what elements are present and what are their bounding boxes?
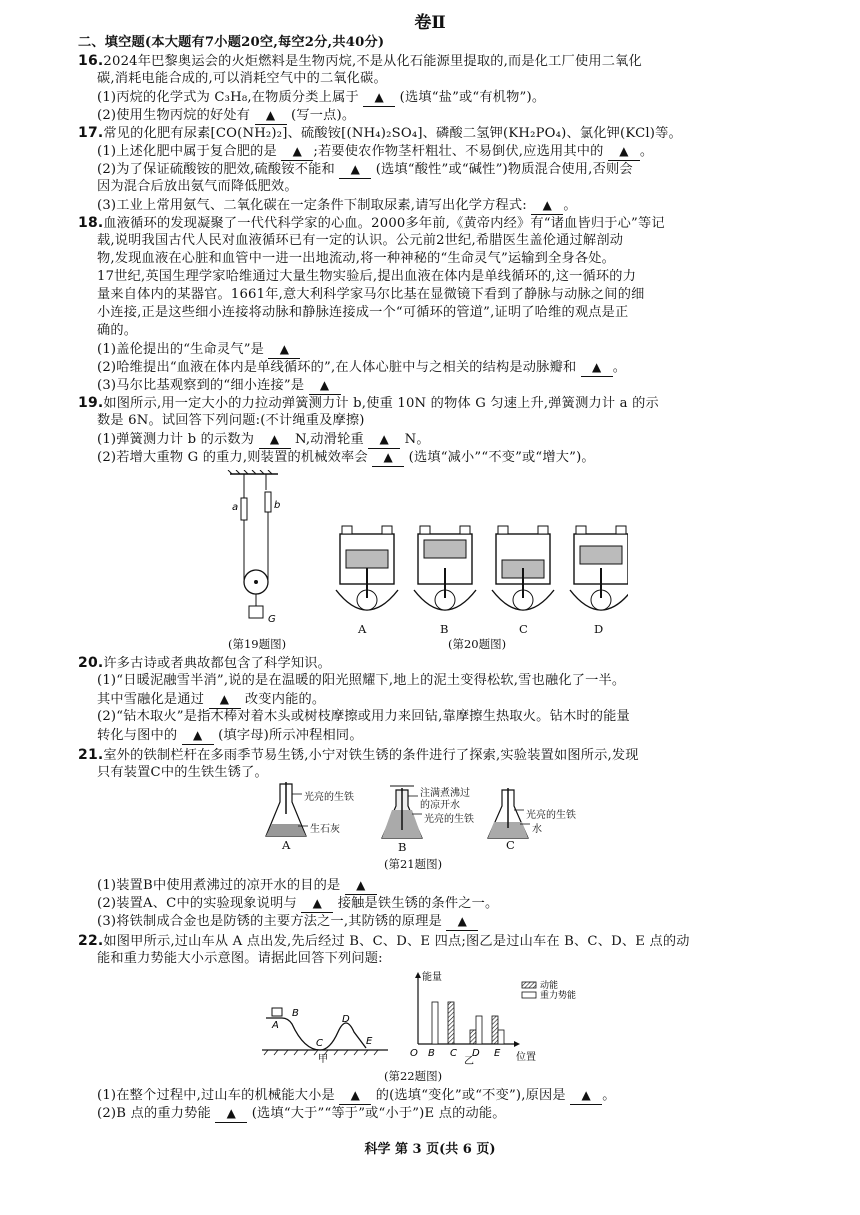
q16-part2: (2)使用生物丙烷的好处有 ▲ (写一点)。 [97,108,356,123]
q21-part2: (2)装置A、C中的实验现象说明与 ▲ 接触是铁生锈的条件之一。 [97,896,499,911]
energy-bar-chart [404,968,594,1066]
pulley-figure [222,470,292,630]
q17-part2-cont: 因为混合后放出氨气而降低肥效。 [97,179,298,194]
answer-blank[interactable]: ▲ [259,430,291,449]
label-c-iron: 光亮的生铁 [526,810,576,821]
answer-blank[interactable]: ▲ [446,912,478,931]
answer-blank[interactable]: ▲ [608,142,640,161]
flask-c [488,788,528,838]
q18-line4: 17世纪,英国生理学家哈维通过大量生物实验后,提出血液在体内是单线循环的,这一循环的力 [97,269,637,284]
answer-blank[interactable]: ▲ [345,876,377,895]
q20-part1-cont: 其中雪融化是通过 ▲ 改变内能的。 [97,692,326,707]
legend-kinetic: 动能 [540,981,559,991]
q18-part3: (3)马尔比基观察到的“细小连接”是 ▲ [97,376,341,395]
q20-line1: 20.许多古诗或者典故都包含了科学知识。 [78,655,331,671]
engine-label: C [519,622,528,636]
track-point-e: E [366,1036,373,1047]
answer-blank[interactable]: ▲ [363,88,395,107]
answer-blank[interactable]: ▲ [570,1086,602,1105]
q18-line5: 量来自体内的某器官。1661年,意大利科学家马尔比基在显微镜下看到了静脉与动脉之间的细 [97,287,645,302]
q18-line6: 小连接,正是这些细小连接将动脉和静脉连接成一个“可循环的管道”,证明了哈维的观点是正 [97,305,629,320]
bar-potential-B [432,1002,438,1044]
track-point-b: B [292,1008,299,1019]
answer-blank[interactable]: ▲ [268,340,300,359]
label-flask-c: C [506,838,515,852]
bar-potential-D [476,1016,482,1044]
answer-blank[interactable]: ▲ [209,690,241,709]
x-axis-label: 位置 [516,1052,536,1063]
bar-potential-E [498,1030,504,1044]
engine-strokes-figure [328,520,628,630]
q19-line2: 数是 6N。试回答下列问题:(不计绳重及摩擦) [97,413,365,428]
q20-part2-cont: 转化与图中的 ▲ (填字母)所示冲程相同。 [97,728,363,743]
fig22-caption: (第22题图) [384,1069,443,1083]
answer-blank[interactable]: ▲ [339,1086,371,1105]
q18-line3: 物,发现血液在心脏和血管中一进一出地流动,将一种神秘的“生命灵气”运输到全身各处。 [97,251,616,266]
track-point-c: C [316,1038,323,1049]
answer-blank[interactable]: ▲ [531,196,563,215]
q18-line7: 确的。 [97,323,138,338]
label-g: G [268,614,276,625]
x-tick-E: E [494,1048,501,1059]
q22-part2: (2)B 点的重力势能 ▲ (选填“大于”“等于”或“小于”)E 点的动能。 [97,1106,506,1121]
origin-label: O [410,1048,418,1059]
answer-blank[interactable]: ▲ [368,430,400,449]
q17-line1: 17.常见的化肥有尿素[CO(NH₂)₂]、硫酸铵[(NH₄)₂SO₄]、磷酸二氢钾(KH₂PO₄)、氯化钾(KCl)等。 [78,125,682,141]
answer-blank[interactable]: ▲ [182,726,214,745]
q20-part2: (2)“钻木取火”是指木棒对着木头或树枝摩擦或用力来回钻,靠摩擦生热取火。钻木时的能量 [97,709,630,724]
label-b-water1: 注满煮沸过 [420,788,470,799]
q18-line1: 18.血液循环的发现凝聚了一代代科学家的心血。2000多年前,《黄帝内经》有“诸血皆归于心”等记 [78,215,665,231]
q21-line2: 只有装置C中的生铁生锈了。 [97,765,268,780]
fig20-caption: (第20题图) [448,637,507,651]
x-tick-D: D [472,1048,480,1059]
q16-line2: 碳,消耗电能合成的,可以消耗空气中的二氧化碳。 [97,71,387,86]
q22-line2: 能和重力势能大小示意图。请据此回答下列问题: [97,951,383,966]
q18-line2: 载,说明我国古代人民对血液循环已有一定的认识。公元前2世纪,希腊医生盖伦通过解剖动 [97,233,624,248]
track-point-d: D [342,1014,350,1025]
y-axis-label: 能量 [422,972,442,983]
track-point-a: A [272,1020,279,1031]
label-yi: 乙 [464,1056,474,1066]
flask-a [266,782,306,836]
engine-label: A [358,622,367,636]
engine-stroke-d [570,526,628,610]
q22-line1: 22.如图甲所示,过山车从 A 点出发,先后经过 B、C、D、E 四点;图乙是过山车在 B、C、D、E 点的动 [78,933,690,949]
label-b-water2: 的凉开水 [420,800,460,811]
legend-potential: 重力势能 [540,991,577,1001]
q22-part1: (1)在整个过程中,过山车的机械能大小是 ▲ 的(选填“变化”或“不变”),原因是 ▲ 。 [97,1088,616,1103]
label-a-iron: 光亮的生铁 [304,792,354,803]
page-title: 卷Ⅱ [414,13,446,33]
q16-part1: (1)丙烷的化学式为 C₃H₈,在物质分类上属于 ▲ (选填“盐”或“有机物”)。 [97,90,546,105]
q17-part1: (1)上述化肥中属于复合肥的是 ▲ ;若要使农作物茎杆粗壮、不易倒伏,应选用其中的 ▲ 。 [97,144,654,159]
engine-stroke-c [492,526,554,610]
fig19-caption: (第19题图) [228,637,287,651]
roller-coaster-track [262,992,392,1064]
label-jia: 甲 [318,1054,328,1064]
q20-part1: (1)“日暖泥融雪半消”,说的是在温暖的阳光照耀下,地上的泥土变得松软,雪也融化了一半。 [97,673,626,688]
x-tick-C: C [450,1048,457,1059]
answer-blank[interactable]: ▲ [309,376,341,395]
flask-b [382,786,422,838]
q17-part2: (2)为了保证硫酸铵的肥效,硫酸铵不能和 ▲ (选填“酸性”或“碱性”)物质混合使用,否则会 [97,162,633,177]
label-b: b [274,500,281,511]
q16-line1: 16.2024年巴黎奥运会的火炬燃料是生物丙烷,不是从化石能源里提取的,而是化工厂使用二氧化 [78,53,642,69]
label-a: a [232,502,239,513]
answer-blank[interactable]: ▲ [301,894,333,913]
answer-blank[interactable]: ▲ [372,448,404,467]
fig21-caption: (第21题图) [384,857,443,871]
q19-line1: 19.如图所示,用一定大小的力拉动弹簧测力计 b,使重 10N 的物体 G 匀速上升,弹簧测力计 a 的示 [78,395,659,411]
engine-stroke-a [336,526,398,610]
answer-blank[interactable]: ▲ [581,358,613,377]
engine-label: D [594,622,604,636]
label-a-lime: 生石灰 [310,824,340,835]
q18-part1: (1)盖伦提出的“生命灵气”是 ▲ [97,340,300,359]
q19-part2: (2)若增大重物 G 的重力,则装置的机械效率会 ▲ (选填“减小”“不变”或“增大”)。 [97,450,595,465]
label-c-water: 水 [532,824,542,835]
label-flask-a: A [282,838,291,852]
bar-kinetic-C [448,1002,454,1044]
q21-part1: (1)装置B中使用煮沸过的凉开水的目的是 ▲ [97,876,377,895]
label-flask-b: B [398,840,407,854]
engine-stroke-b [414,526,476,610]
q19-part1: (1)弹簧测力计 b 的示数为 ▲ N,动滑轮重 ▲ N。 [97,432,430,447]
answer-blank[interactable]: ▲ [339,160,371,179]
section-heading: 二、填空题(本大题有7小题20空,每空2分,共40分) [78,35,385,50]
q18-part2: (2)哈维提出“血液在体内是单线循环的”,在人体心脏中与之相关的结构是动脉瓣和 ▲ 。 [97,360,627,375]
page-footer: 科学 第 3 页(共 6 页) [364,1142,496,1157]
answer-blank[interactable]: ▲ [281,142,313,161]
engine-label: B [440,622,449,636]
x-tick-B: B [428,1048,435,1059]
answer-blank[interactable]: ▲ [215,1104,247,1123]
q21-line1: 21.室外的铁制栏杆在多雨季节易生锈,小宁对铁生锈的条件进行了探索,实验装置如图所示,发现 [78,747,639,763]
q17-part3: (3)工业上常用氨气、二氧化碳在一定条件下制取尿素,请写出化学方程式: ▲ 。 [97,198,577,213]
bar-kinetic-D [470,1030,476,1044]
label-b-iron: 光亮的生铁 [424,814,474,825]
answer-blank[interactable]: ▲ [255,106,287,125]
q21-part3: (3)将铁制成合金也是防锈的主要方法之一,其防锈的原理是 ▲ [97,912,478,931]
bar-kinetic-E [492,1016,498,1044]
